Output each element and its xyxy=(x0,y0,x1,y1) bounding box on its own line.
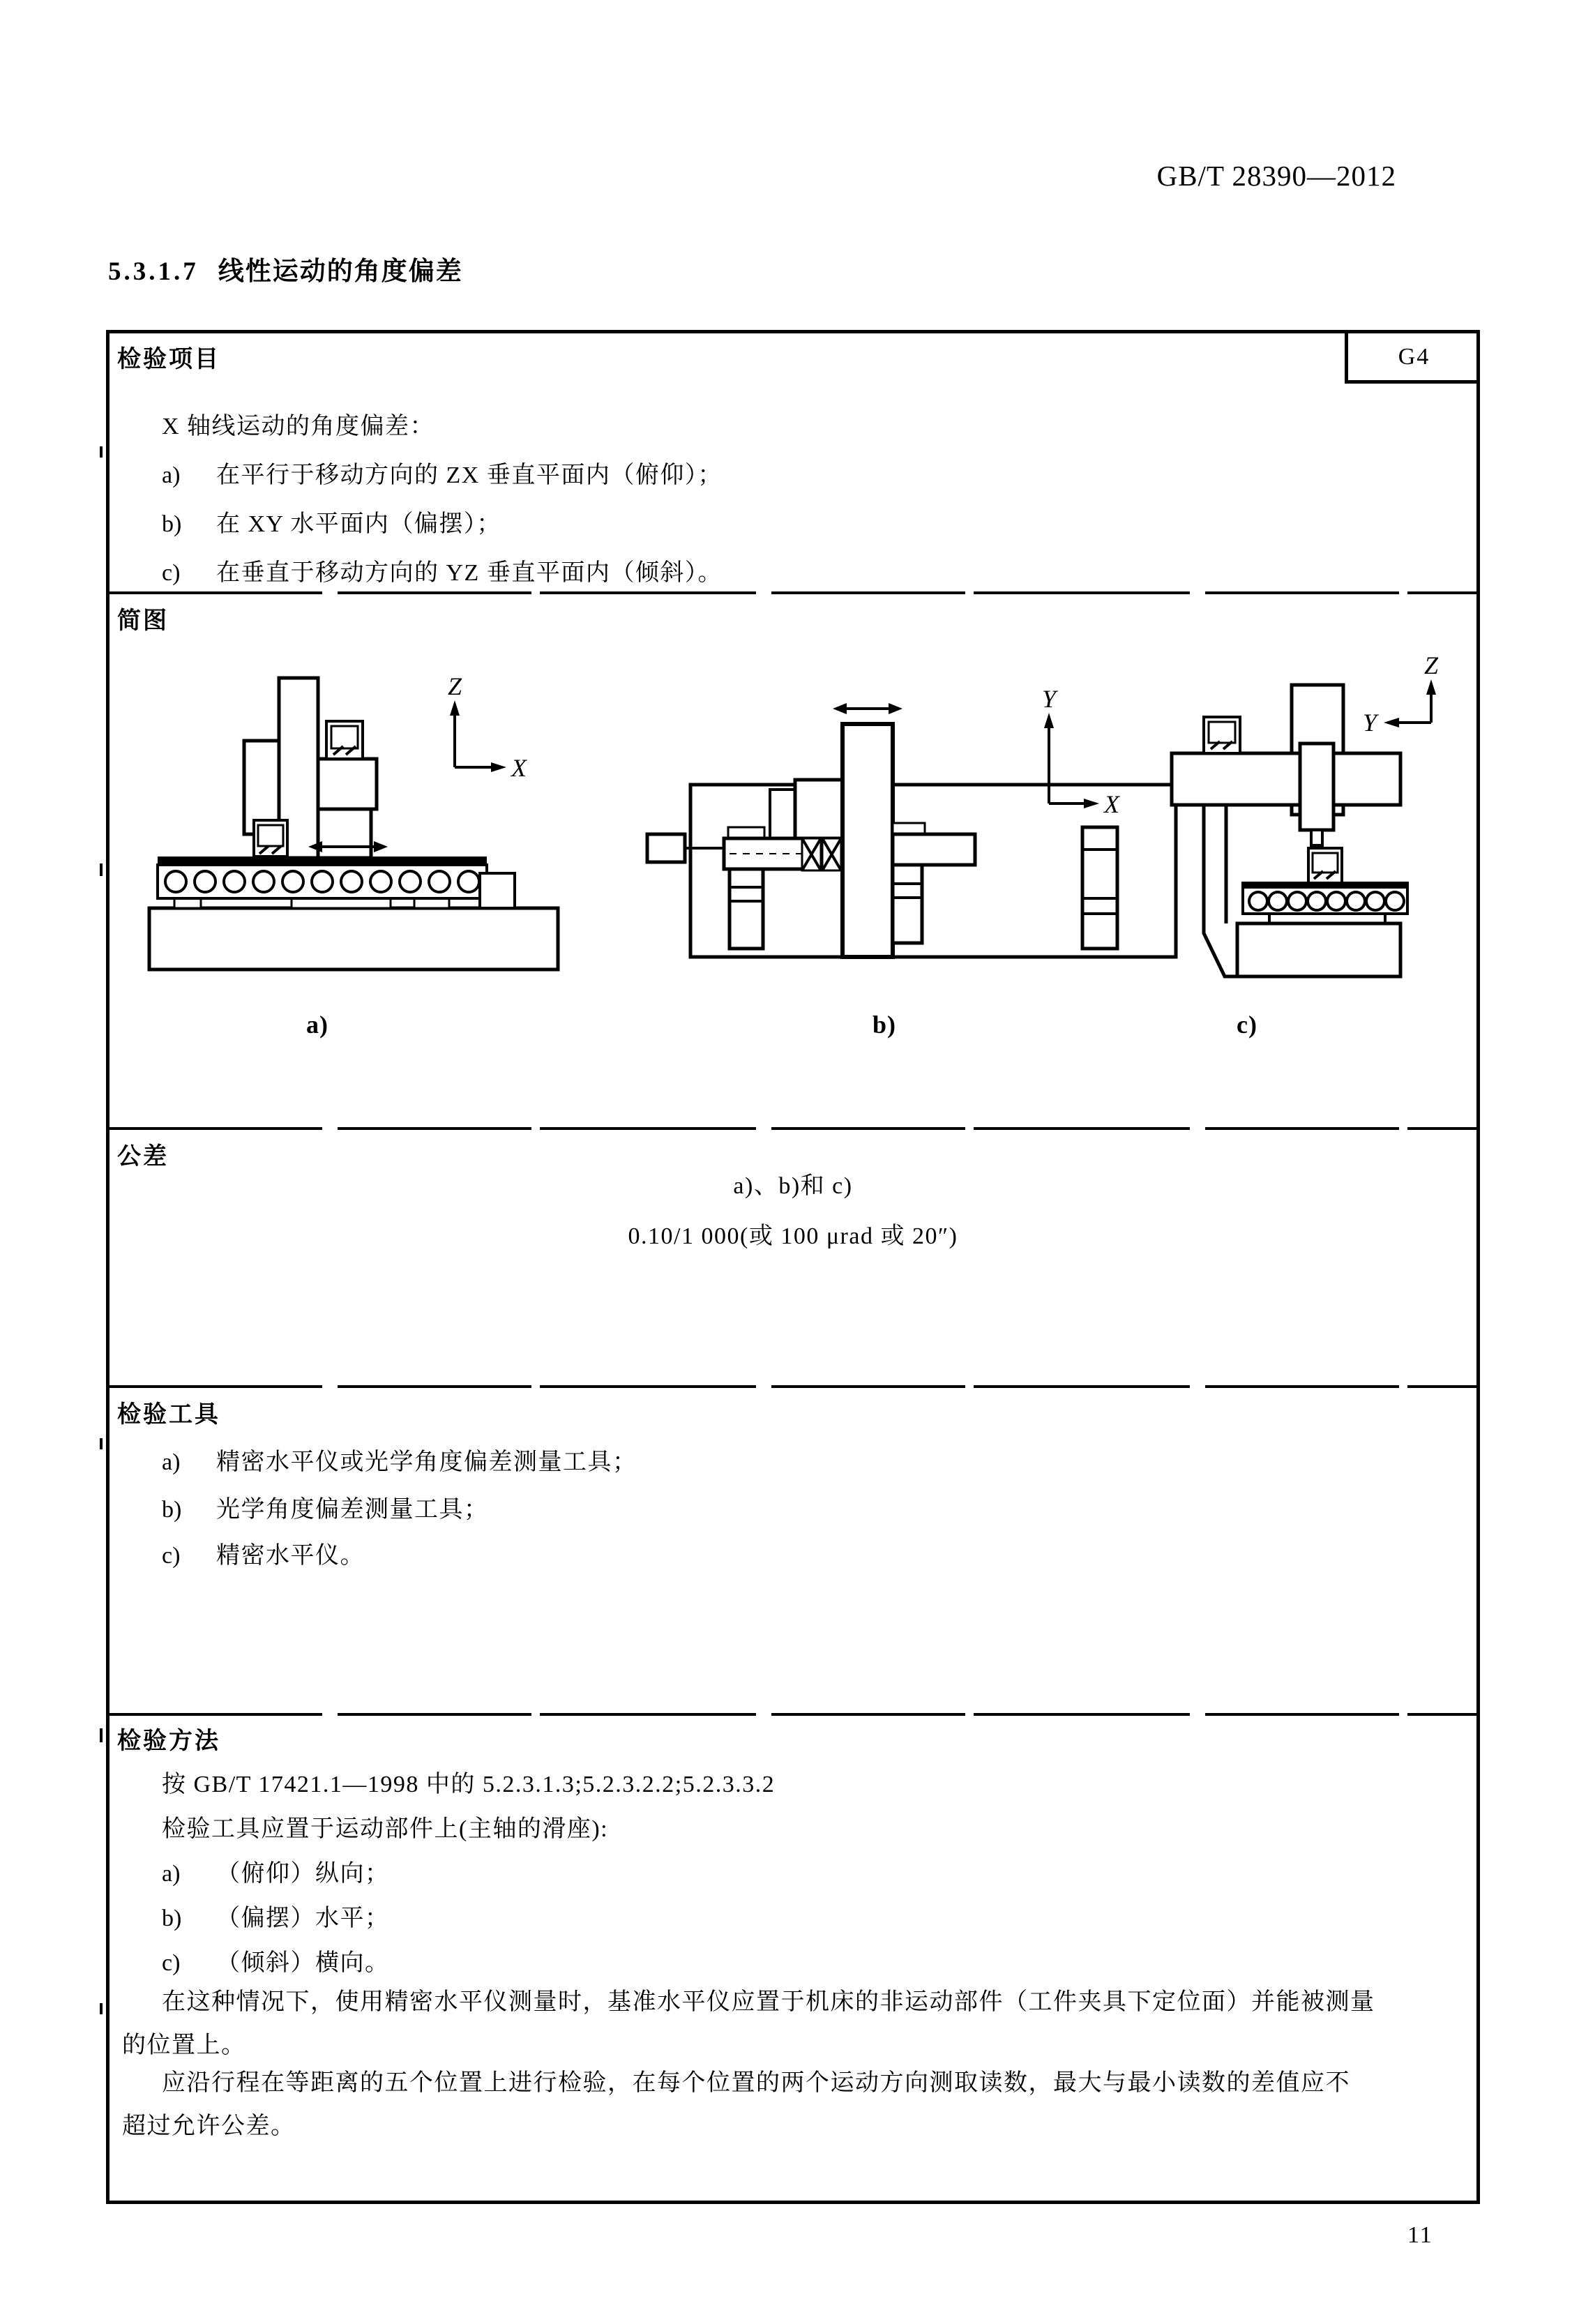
diagram-caption-c: c) xyxy=(1237,1011,1257,1039)
standard-code: GB/T 28390—2012 xyxy=(1156,160,1396,192)
section-heading: 线性运动的角度偏差 xyxy=(218,257,463,286)
slide-block xyxy=(1082,827,1117,949)
tools-label: 检验工具 xyxy=(117,1402,220,1428)
axis-label-x: X xyxy=(1104,790,1119,818)
axis-indicator-a xyxy=(448,672,528,782)
list-text: 在 XY 水平面内（偏摆）； xyxy=(216,511,501,537)
axis-indicator-c xyxy=(1363,651,1439,737)
axis-label-z: Z xyxy=(447,672,462,700)
list-text: 精密水平仪。 xyxy=(216,1543,365,1569)
level-instrument-icon xyxy=(326,721,363,759)
scan-artifact xyxy=(100,1728,103,1742)
axis-label-x: X xyxy=(511,754,527,782)
tool xyxy=(1311,830,1322,845)
tolerance-label: 公差 xyxy=(117,1144,169,1170)
carriage xyxy=(318,759,377,809)
tool-item-b xyxy=(162,1490,489,1524)
method-label: 检验方法 xyxy=(117,1728,220,1754)
diagram-caption-b: b) xyxy=(872,1011,896,1039)
list-key: c) xyxy=(162,560,181,586)
scan-artifact xyxy=(100,2003,103,2014)
axis-label-y: Y xyxy=(1362,709,1377,737)
scan-artifact xyxy=(100,1438,103,1449)
axis-label-z: Z xyxy=(1423,651,1439,679)
method-item-b xyxy=(162,1899,390,1933)
diagram-c xyxy=(1172,651,1439,976)
tailstock-block xyxy=(480,873,515,908)
list-text: 精密水平仪或光学角度偏差测量工具； xyxy=(216,1449,637,1475)
list-text: 光学角度偏差测量工具； xyxy=(216,1497,489,1523)
motion-arrow xyxy=(833,703,902,714)
diagram-label: 简图 xyxy=(117,608,169,634)
bearing-symbol xyxy=(802,838,841,870)
method-reference: 按 GB/T 17421.1—1998 中的 5.2.3.1.3;5.2.3.2.2;5.2.3.3.2 xyxy=(162,1772,776,1797)
list-text: （俯仰）纵向； xyxy=(216,1861,390,1887)
tolerance-value: 0.10/1 000(或 100 μrad 或 20″) xyxy=(628,1223,958,1249)
list-text: 在垂直于移动方向的 YZ 垂直平面内（倾斜）。 xyxy=(216,560,723,586)
test-item-label: 检验项目 xyxy=(117,347,220,372)
support-column xyxy=(1204,805,1237,976)
machine-base xyxy=(149,908,558,969)
scan-artifact xyxy=(100,446,103,458)
slide-block xyxy=(893,865,922,943)
page-number: 11 xyxy=(1407,2222,1433,2248)
axis-label-y: Y xyxy=(1041,685,1057,713)
list-text: 在平行于移动方向的 ZX 垂直平面内（俯仰）； xyxy=(216,462,723,488)
scan-artifact xyxy=(100,863,103,876)
machine-base xyxy=(1237,923,1400,976)
tool-item-c xyxy=(162,1536,365,1570)
method-item-c xyxy=(162,1943,390,1977)
method-paragraph-1: 在这种情况下，使用精密水平仪测量时，基准水平仪应置于机床的非运动部件（工件夹具下定位面）并能被测量 的位置上。 xyxy=(122,1989,1375,2058)
level-instrument-icon xyxy=(254,820,287,857)
method-item-a xyxy=(162,1854,390,1888)
test-item-intro: X 轴线运动的角度偏差： xyxy=(162,414,435,439)
diagram-b xyxy=(647,685,1176,957)
tool-item-a xyxy=(162,1442,637,1477)
level-instrument-icon xyxy=(1308,848,1342,883)
list-key: b) xyxy=(162,511,182,537)
level-instrument-icon xyxy=(1204,717,1240,753)
list-key: c) xyxy=(162,1950,181,1976)
slide-block xyxy=(730,869,763,949)
method-placement: 检验工具应置于运动部件上(主轴的滑座): xyxy=(162,1816,609,1842)
list-key: b) xyxy=(162,1497,182,1523)
list-text: （倾斜）横向。 xyxy=(216,1950,390,1976)
list-text: （偏摆）水平； xyxy=(216,1906,390,1931)
list-key: a) xyxy=(162,1861,181,1887)
item-code: G4 xyxy=(1398,343,1430,370)
section-number: 5.3.1.7 xyxy=(108,257,199,286)
tolerance-applies-to: a)、b)和 c) xyxy=(733,1173,853,1199)
cross-beam xyxy=(1172,753,1400,805)
spindle xyxy=(1300,744,1334,830)
method-paragraph-2: 应沿行程在等距离的五个位置上进行检验，在每个位置的两个运动方向测取读数，最大与最小读数的差值应不 超过允许公差。 xyxy=(122,2070,1350,2139)
list-key: c) xyxy=(162,1543,181,1569)
list-key: a) xyxy=(162,462,181,488)
diagram-caption-a: a) xyxy=(306,1011,328,1039)
machine-ram-top xyxy=(843,724,893,957)
list-key: b) xyxy=(162,1906,182,1931)
list-key: a) xyxy=(162,1449,181,1475)
diagram-a xyxy=(149,672,558,969)
